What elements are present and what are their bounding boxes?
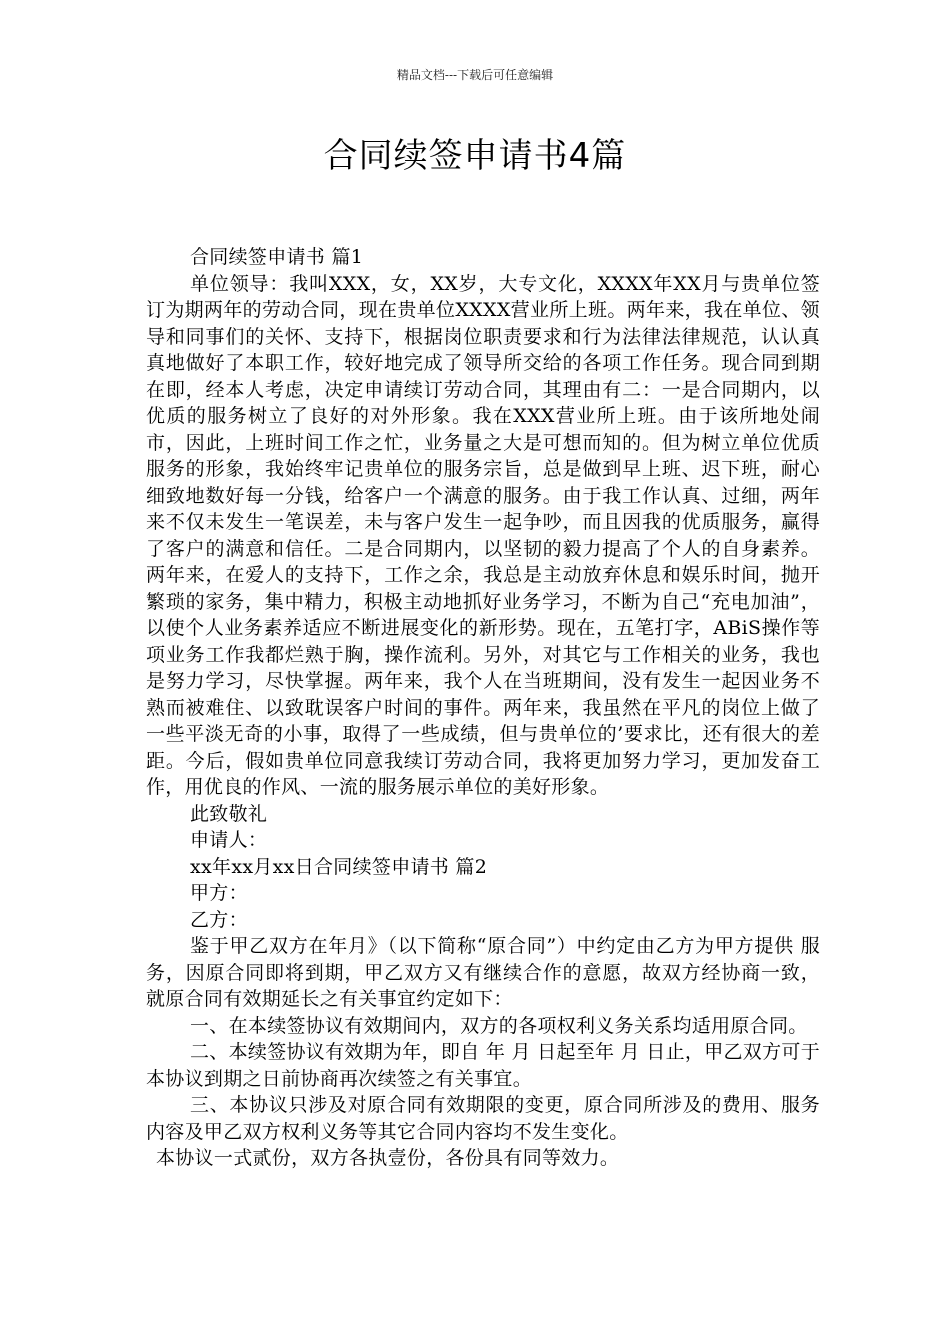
header-note: 精品文档---下载后可任意编辑 — [396, 68, 554, 82]
clause-3: 三、本协议只涉及对原合同有效期限的变更，原合同所涉及的费用、服务内容及甲乙双方权利义务等其它合同内容均不发生变化。 — [146, 1094, 820, 1143]
document-body — [146, 244, 820, 1172]
applicant-label: 申请人： — [190, 829, 268, 851]
copies-clause: 本协议一式贰份，双方各执壹份，各份具有同等效力。 — [156, 1147, 620, 1169]
party-b-label: 乙方： — [190, 908, 248, 931]
clause-2: 二、本续签协议有效期为年，即自 年 月 日起至年 月 日止，甲乙双方可于本协议到期之日前协商再次续签之有关事宜。 — [146, 1041, 820, 1090]
clause-1: 一、在本续签协议有效期间内，双方的各项权利义务关系均适用原合同。 — [190, 1014, 808, 1037]
party-a-label: 甲方： — [190, 882, 248, 904]
date-and-section-heading-2: xx年xx月xx日合同续签申请书 篇2 — [190, 855, 488, 878]
body-paragraph: 单位领导：我叫XXX，女，XX岁，大专文化，XXXX年XX月与贵单位签订为期两年的劳动合同，现在贵单位XXXX营业所上班。两年来，我在单位、领导和同事们的关怀、支持下，根据岗位职责要求和行为法律法律规范，认认真真地做好了本职工作，较好地完成了领导所交给的各项工作任务。现合同到期在即，经本人考虑，决定申请续订劳动合同，其理由有二：一是合同期内，以优质的服务树立了良好的对外形象。我在XXX营业所上班。由于该所地处闹市，因此，上班时间工作之忙，业务量之大是可想而知的。但为树立单位优质服务的形象，我始终牢记贵单位的服务宗旨，总是做到早上班、迟下班，耐心细致地数好每一分钱，给客户一个满意的服务。由于我工作认真、过细，两年来不仅未发生一笔误差，未与客户发生一起争吵，而且因我的优质服务，赢得了客户的满意和信任。二是合同期内，以坚韧的毅力提高了个人的自身素养。两年来，在爱人的支持下，工作之余，我总是主动放弃休息和娱乐时间，抛开繁琐的家务，集中精力，积极主动地抓好业务学习，不断为自己“充电加油”，以使个人业务素养适应不断进展变化的新形势。现在，五笔打字，ABiS操作等项业务工作我都烂熟于胸，操作流利。另外，对其它与工作相关的业务，我也是努力学习，尽快掌握。两年来，我个人在当班期间，没有发生一起因业务不熟而被难住、以致耽误客户时间的事件。两年来，我虽然在平凡的岗位上做了一些平淡无奇的小事，取得了一些成绩，但与贵单位的’要求比，还有很大的差距。今后，假如贵单位同意我续订劳动合同，我将更加努力学习，更加发奋工作，用优良的作风、一流的服务展示单位的美好形象。 — [146, 272, 820, 798]
section-heading-1: 合同续签申请书 篇1 — [190, 246, 364, 268]
body-paragraph: 鉴于甲乙双方在年月》（以下简称“原合同”）中约定由乙方为甲方提供 服务，因原合同即将到期，甲乙双方又有继续合作的意愿，故双方经协商一致，就原合同有效期延长之有关事宜约定如下： — [146, 935, 820, 1010]
document-title: 合同续签申请书4篇 — [323, 136, 627, 176]
closing-salutation: 此致敬礼 — [190, 802, 268, 825]
